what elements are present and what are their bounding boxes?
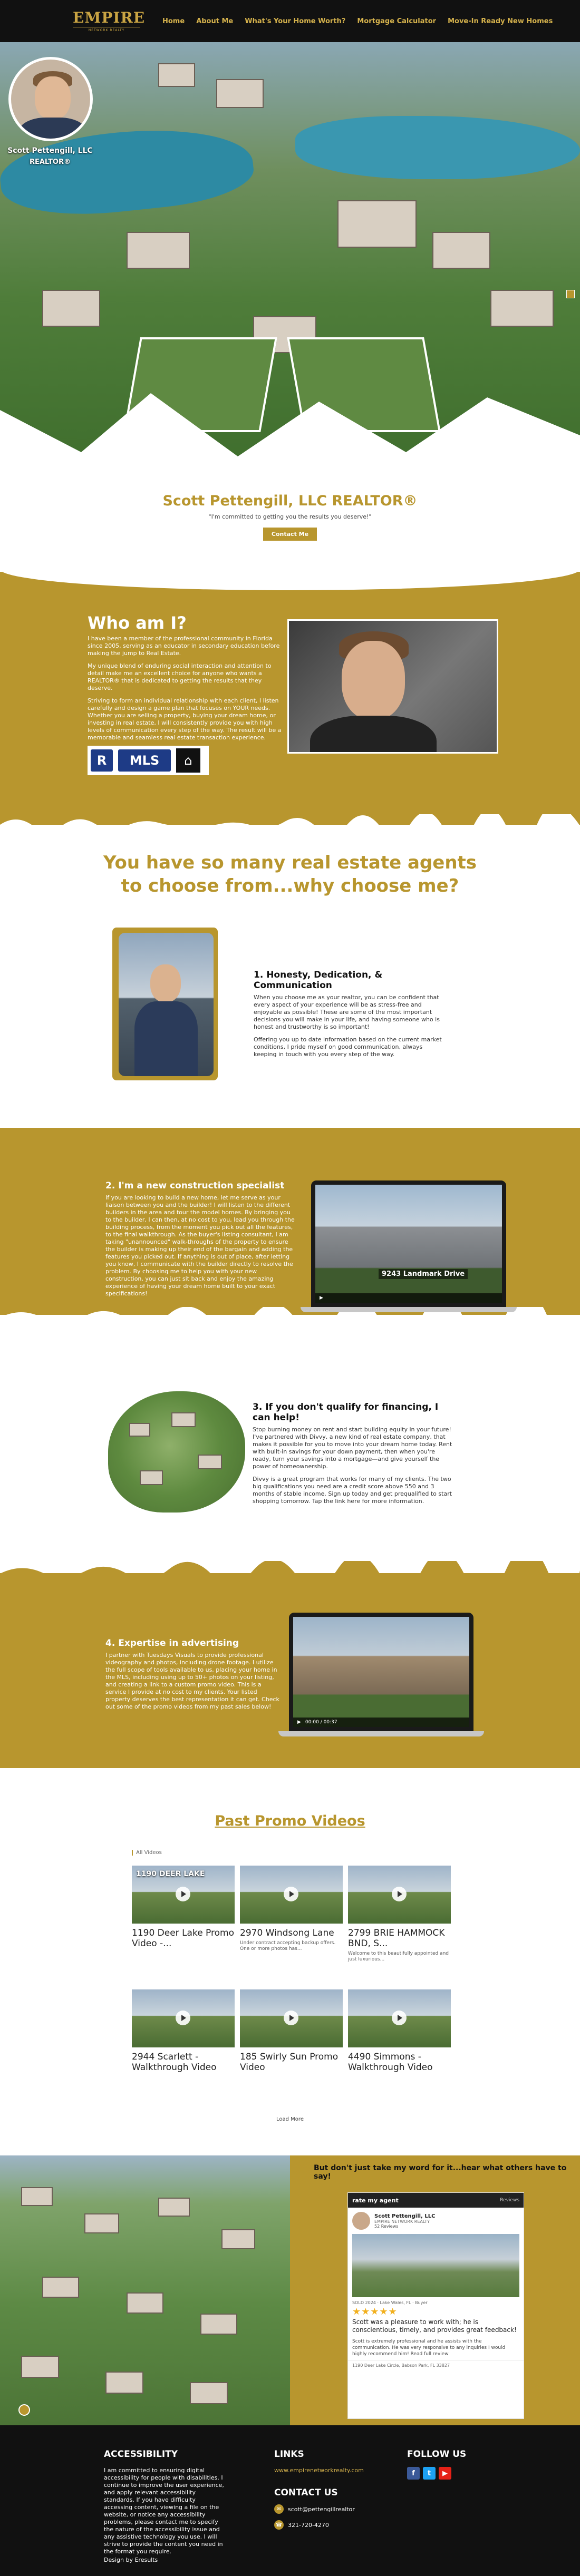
video-thumbnail[interactable] [348,1989,451,2047]
video-filter[interactable]: All Videos [132,1850,162,1856]
laptop-base [278,1731,484,1736]
video-thumbnail[interactable] [132,1866,235,1924]
design-credit[interactable]: Design by Eresults [104,2557,158,2563]
play-icon[interactable] [392,1887,407,1901]
site-logo[interactable] [73,9,146,32]
item-title: 1. Honesty, Dedication, & Communication [254,970,383,991]
hero-badge[interactable] [566,290,575,298]
item-paragraph: Offering you up to date information based on the current market conditions, I pride myself on good communication, always keeping in touch with you every step of the way. [254,1036,442,1058]
hero-house [337,200,417,248]
neighborhood-aerial-photo [0,2155,290,2425]
photo-house [140,1470,163,1485]
review-meta: SOLD 2024 · Lake Wales, FL · Buyer [352,2300,428,2305]
footer-accessibility [104,2449,225,2564]
review-quote[interactable]: Scott is extremely professional and he assists with the communication. He was very responsive to any inquiries I would highly recommend him! Read full review [352,2339,506,2357]
nav-about-me[interactable]: About Me [196,17,234,25]
accessibility-text: I am committed to ensuring digital accessibility for people with disabilities. I continue to improve the user experience, and apply relevant accessibility standards. If you have difficulty accessing content, viewing a file on the website, or notice any accessibility problems, please contact me to specify the nature of the accessibility issue and any assistive technology you use. I will strive to provide the content you need in the format you require. [104,2467,224,2555]
hero-house [490,290,554,327]
photo-body [18,118,87,141]
nav-home[interactable]: Home [162,17,185,25]
photo-house [171,1412,196,1427]
video-description: Welcome to this beautifully appointed and just luxurious... [348,1951,449,1962]
item-text [253,1426,453,1505]
video-description: Under contract accepting backup offers. One or more photos has... [240,1940,336,1951]
intro-section [0,493,580,541]
cloud-divider [0,814,580,846]
footer-heading: FOLLOW US [407,2449,467,2460]
who-title: Who am I? [88,613,187,633]
footer-heading: LINKS [274,2449,304,2460]
agent-summary [348,2208,524,2234]
promo-title[interactable]: Past Promo Videos [215,1813,365,1829]
photo-house [129,1423,150,1437]
phone-icon: ☎ [274,2520,284,2530]
video-time: 00:00 / 00:37 [305,1720,337,1725]
item3-photo [108,1391,245,1513]
logo-subtitle: NETWORK REALTY [73,27,140,32]
play-icon[interactable] [176,1887,190,1901]
play-icon[interactable]: ▶ [320,1295,323,1301]
email-text[interactable]: scott@pettengillrealtor [288,2505,355,2513]
video-card[interactable] [348,1989,451,2073]
photo-house [21,2187,53,2206]
advertising-video[interactable] [289,1613,473,1731]
item-text [105,1194,295,1297]
site-footer [0,2425,580,2576]
photo-face [342,641,405,720]
video-card[interactable] [132,1866,235,1951]
photo-house [105,2372,143,2394]
who-paragraph: Striving to form an individual relationship with each client, I listen carefully and design a game plan that focuses on YOUR needs. Whether you are selling a property, buying your dream home, or investing in real estate, I will consistently provide you with high levels of communication every step of the way. The result will be a memorable and seamless real estate transaction experience. [88,697,282,741]
load-more-button[interactable]: Load More [276,2116,304,2122]
photo-house [200,2314,237,2335]
photo-face [150,964,181,1002]
phone-contact[interactable] [274,2520,364,2530]
item-advertising [105,1638,279,1716]
hero-house [42,290,100,327]
item-financing [253,1402,453,1510]
who-section [0,572,580,825]
video-card[interactable] [348,1866,451,1963]
who-paragraph: My unique blend of enduring social interaction and attention to detail make me an excellent choice for anyone who wants a REALTOR® that is dedicated to getting the results that they deserve. [88,662,272,691]
widget-header [348,2193,524,2208]
twitter-icon[interactable]: t [423,2467,436,2480]
play-icon[interactable]: ▶ [297,1720,301,1725]
why-title-line: to choose from...why choose me? [121,875,459,896]
play-icon[interactable] [284,2011,298,2025]
video-caption[interactable]: 185 Swirly Sun Promo Video [240,2052,339,2073]
item-paragraph: I partner with Tuesdays Visuals to provide professional videography and photos, including drone footage. I utilize the full scope of tools available to us, placing your home in the MLS, including using up to 50+ photos on your listing, and creating a link to a custom promo video. This is a service I provide at no cost to my clients. Your listed property deserves the best representation it can get. Check out some of the promo videos from my past sales below! [105,1652,279,1710]
photo-house [21,2356,59,2378]
review-count: 52 Reviews [374,2223,399,2229]
photo-house [158,2198,190,2217]
video-thumbnail[interactable] [240,1866,343,1924]
star-rating: ★★★★★ [352,2306,398,2317]
ratemyagent-logo[interactable]: rate my agent [352,2197,399,2204]
review-property-photo [352,2234,519,2297]
why-title-line: You have so many real estate agents [103,852,477,873]
photo-frame [119,933,214,1076]
video-card[interactable] [240,1866,343,1952]
who-text [88,635,288,747]
video-thumbnail[interactable] [348,1866,451,1924]
item-text [105,1652,279,1711]
hero-house [216,79,264,108]
photo-house [84,2213,119,2233]
play-icon[interactable] [284,1887,298,1901]
logo-wordmark: EMPIRE [73,9,146,26]
review-address: 1190 Deer Lake Circle, Babson Park, FL 33827 [348,2360,524,2370]
video-caption[interactable]: 1190 Deer Lake Promo Video -... [132,1928,234,1949]
photo-house [127,2292,163,2314]
profile-name: Scott Pettengill, LLC [7,147,93,155]
hero-house [158,63,195,87]
accessibility-icon[interactable] [18,2404,30,2416]
footer-links [274,2449,364,2530]
facebook-icon[interactable]: f [407,2467,420,2480]
item-title: 4. Expertise in advertising [105,1638,239,1648]
video-thumbnail[interactable] [240,1989,343,2047]
youtube-icon[interactable]: ▶ [439,2467,451,2480]
review-widget[interactable] [347,2192,524,2419]
item-construction [105,1180,295,1303]
video-caption[interactable]: 2944 Scarlett - Walkthrough Video [132,2052,217,2073]
nav-new-homes[interactable]: Move-In Ready New Homes [448,17,553,25]
why-title [0,851,580,897]
email-icon: ✉ [274,2504,284,2514]
video-card[interactable] [240,1989,343,2073]
phone-text[interactable]: 321-720-4270 [288,2521,329,2529]
photo-body [134,1001,198,1076]
construction-video[interactable] [311,1180,506,1307]
photo-house [198,1455,222,1469]
item-title: 3. If you don't qualify for financing, I can help! [253,1402,439,1423]
equal-housing-logo: ⌂ [176,748,200,773]
item-title: 2. I'm a new construction specialist [105,1180,285,1191]
social-icons [407,2467,466,2480]
photo-body [310,716,437,754]
video-label: 9243 Landmark Drive [379,1269,468,1279]
video-caption[interactable]: 2799 BRIE HAMMOCK BND, S... [348,1928,445,1949]
photo-house [42,2277,79,2298]
laptop-base [301,1307,517,1312]
photo-house [221,2229,255,2249]
video-controls[interactable] [315,1293,502,1303]
photo-face [35,76,71,120]
item1-photo [112,928,218,1080]
review-text: Scott was a pleasure to work with; he is conscientious, timely, and provides great feedback! [352,2318,517,2334]
credential-logos [88,746,209,775]
item-paragraph: Stop burning money on rent and start building equity in your future! I've partnered with Divvy, a new kind of real estate company, that makes it possible for you to move into your dream home today. Rent with built-in savings for your down payment, then when you're ready, turn your savings into a mortgage—and give yourself the power of homeownership. [253,1426,452,1470]
item-paragraph: Divvy is a great program that works for many of my clients. The two big qualifications you need are a credit score above 550 and 3 months of stable income. Sign up today and get prequalified to start shopping tomorrow. Tap the link here for more information. [253,1476,452,1505]
footer-heading: CONTACT US [274,2487,338,2498]
realtor-logo: R [91,749,113,772]
nav-home-worth[interactable]: What's Your Home Worth? [245,17,346,25]
site-header [0,0,580,42]
item-paragraph: When you choose me as your realtor, you can be confident that every aspect of your experience will be as stress-free and enjoyable as possible! These are some of the most important decisions you will make in your life, and having someone who is honest and trustworthy is so important! [254,994,440,1030]
video-controls[interactable] [293,1718,469,1727]
agent-company: EMPIRE NETWORK REALTY [374,2219,430,2224]
video-card[interactable] [132,1989,235,2073]
website-link[interactable]: www.empirenetworkrealty.com [274,2467,364,2474]
avatar [352,2212,370,2230]
thumbnail-label: 1190 DEER LAKE [136,1870,205,1878]
reviews-tab[interactable]: Reviews [500,2198,519,2203]
intro-tagline: "I'm committed to getting you the results you deserve!" [208,513,372,520]
footer-social [407,2449,466,2480]
nav-mortgage-calculator[interactable]: Mortgage Calculator [357,17,437,25]
cloud-divider [0,1561,580,1582]
hero-house [432,232,490,269]
photo-house [190,2382,228,2404]
who-paragraph: I have been a member of the professional community in Florida since 2005, serving as an educator in secondary education before making the jump to Real Estate. [88,635,280,657]
intro-title: Scott Pettengill, LLC REALTOR® [162,493,418,509]
profile-title: REALTOR® [29,158,71,166]
video-caption[interactable]: 2970 Windsong Lane [240,1928,334,1938]
footer-heading: ACCESSIBILITY [104,2449,178,2460]
agent-name: Scott Pettengill, LLC [374,2213,436,2219]
profile-photo [8,57,93,141]
mls-logo: MLS [118,749,171,772]
reviews-heading: But don't just take my word for it...hear what others have to say! [314,2164,567,2181]
hero-house [127,232,190,269]
email-contact[interactable] [274,2504,364,2514]
hero-lake [295,116,580,179]
video-thumbnail[interactable] [132,1989,235,2047]
contact-me-button[interactable]: Contact Me [263,528,317,541]
hero-cutout [0,385,580,469]
item-text [254,994,443,1058]
main-nav [162,17,553,25]
who-photo [287,619,498,754]
item-honesty [254,970,443,1063]
play-icon[interactable] [176,2011,190,2025]
video-caption[interactable]: 4490 Simmons - Walkthrough Video [348,2052,433,2073]
play-icon[interactable] [392,2011,407,2025]
item-paragraph: If you are looking to build a new home, let me serve as your liaison between you and the builder! I will listen to the different builders in the area and tour the model homes. By bringing you to the builder, I can then, at no cost to you, lead you through the building process, from the moment you pick out all the features, to the final walkthrough. As the buyer's listing consultant, I am taking "unannounced" walk-throughs of the property to ensure the builder is making up their end of the bargain and adding the features you picked out. If anything is out of place, after letting you know, I communicate with the builder directly to resolve the problem. By choosing me to help you with your new construction, you can just sit back and enjoy the amazing experience of having your dream home built to your exact specifications! [105,1194,295,1297]
